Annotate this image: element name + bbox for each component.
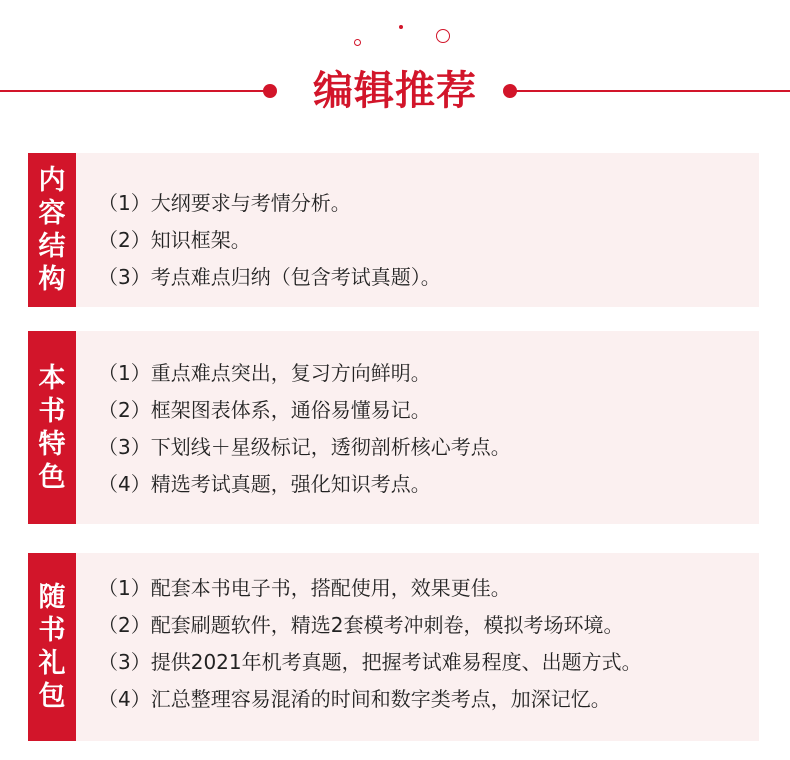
section-book-features	[28, 331, 759, 524]
header-bullet-left-icon	[263, 84, 277, 98]
decorative-circle-large	[436, 29, 450, 43]
decorative-circle-small	[354, 39, 361, 46]
section-tag	[28, 331, 76, 524]
list-item: （3）提供2021年机考真题，把握考试难易程度、出题方式。	[98, 650, 642, 674]
list-item: （2）知识框架。	[98, 228, 251, 252]
list-item: （3）考点难点归纳（包含考试真题）。	[98, 265, 441, 289]
header-rule-right	[512, 90, 790, 92]
section-tag	[28, 153, 76, 307]
section-tag-label: 内容结构	[38, 165, 66, 295]
list-item: （1）配套本书电子书，搭配使用，效果更佳。	[98, 576, 511, 600]
page-title: 编辑推荐	[313, 68, 477, 114]
list-item: （3）下划线＋星级标记，透彻剖析核心考点。	[98, 435, 511, 459]
item-list	[98, 355, 511, 503]
section-tag-label: 随书礼包	[38, 582, 66, 712]
list-item: （2）配套刷题软件，精选2套模考冲刺卷，模拟考场环境。	[98, 613, 624, 637]
section-gift-pack	[28, 553, 759, 741]
decorative-dot	[399, 25, 403, 29]
list-item: （4）汇总整理容易混淆的时间和数字类考点，加深记忆。	[98, 687, 611, 711]
list-item: （4）精选考试真题，强化知识考点。	[98, 472, 431, 496]
header-rule-left	[0, 90, 268, 92]
section-header	[0, 62, 790, 122]
section-tag	[28, 553, 76, 741]
list-item: （2）框架图表体系，通俗易懂易记。	[98, 398, 431, 422]
section-tag-label: 本书特色	[38, 362, 66, 493]
list-item: （1）大纲要求与考情分析。	[98, 191, 351, 215]
list-item: （1）重点难点突出，复习方向鲜明。	[98, 361, 431, 385]
item-list	[98, 570, 642, 718]
section-content-structure	[28, 153, 759, 307]
item-list	[98, 185, 441, 296]
